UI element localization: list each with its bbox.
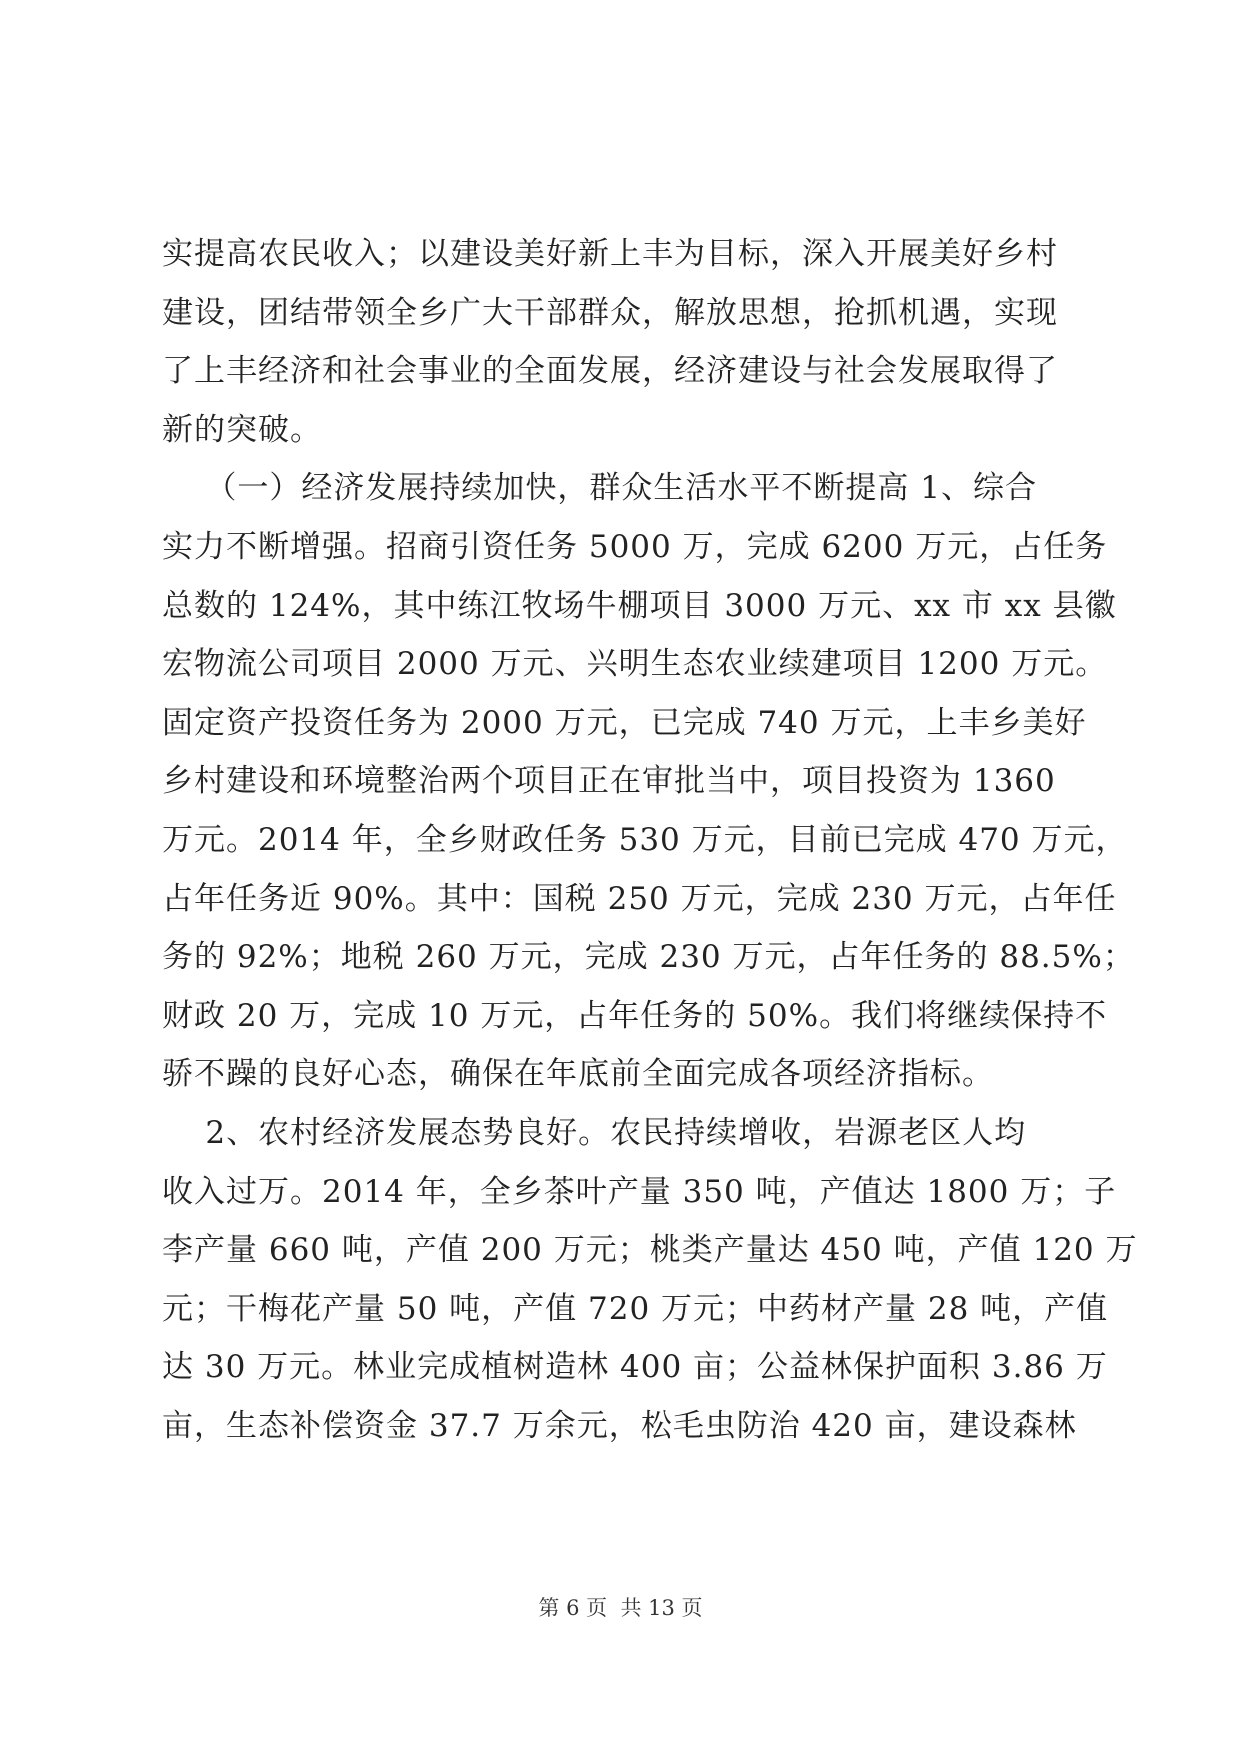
text-line: 2、农村经济发展态势良好。农民持续增收，岩源老区人均	[162, 1114, 1027, 1151]
text-line: 实提高农民收入；以建设美好新上丰为目标，深入开展美好乡村	[162, 236, 1058, 272]
text-line: 固定资产投资任务为 2000 万元，已完成 740 万元，上丰乡美好	[162, 704, 1087, 741]
page-footer	[0, 1592, 1241, 1622]
text-line: 亩，生态补偿资金 37.7 万余元，松毛虫防治 420 亩，建设森林	[162, 1407, 1077, 1444]
text-line: 乡村建设和环境整治两个项目正在审批当中，项目投资为 1360	[162, 763, 1056, 800]
text-line: 收入过万。2014 年，全乡茶叶产量 350 吨，产值达 1800 万；子	[162, 1173, 1117, 1210]
text-line: 元；干梅花产量 50 吨，产值 720 万元；中药材产量 28 吨，产值	[162, 1290, 1109, 1327]
text-line: 了上丰经济和社会事业的全面发展，经济建设与社会发展取得了	[162, 353, 1058, 390]
text-line: 宏物流公司项目 2000 万元、兴明生态农业续建项目 1200 万元。	[162, 646, 1108, 683]
document-body	[162, 225, 1138, 1455]
text-line: 骄不躁的良好心态，确保在年底前全面完成各项经济指标。	[162, 1056, 994, 1093]
text-line: 李产量 660 吨，产值 200 万元；桃类产量达 450 吨，产值 120 万	[162, 1232, 1138, 1269]
text-line: 实力不断增强。招商引资任务 5000 万，完成 6200 万元，占任务	[162, 528, 1108, 565]
page-number: 第 6 页 共 13 页	[538, 1596, 703, 1620]
text-line: 财政 20 万，完成 10 万元，占年任务的 50%。我们将继续保持不	[162, 997, 1108, 1034]
text-line: 万元。2014 年，全乡财政任务 530 万元，目前已完成 470 万元，	[162, 821, 1128, 858]
text-line: 新的突破。	[162, 411, 322, 448]
text-line: 占年任务近 90%。其中：国税 250 万元，完成 230 万元，占年任	[162, 880, 1117, 917]
text-line: 务的 92%；地税 260 万元，完成 230 万元，占年任务的 88.5%；	[162, 939, 1135, 976]
text-line: 建设，团结带领全乡广大干部群众，解放思想，抢抓机遇，实现	[162, 294, 1058, 331]
text-line: 总数的 124%，其中练江牧场牛棚项目 3000 万元、xx 市 xx 县徽	[162, 587, 1117, 624]
text-line: （一）经济发展持续加快，群众生活水平不断提高 1、综合	[162, 470, 1037, 507]
text-line: 达 30 万元。林业完成植树造林 400 亩；公益林保护面积 3.86 万	[162, 1349, 1108, 1386]
